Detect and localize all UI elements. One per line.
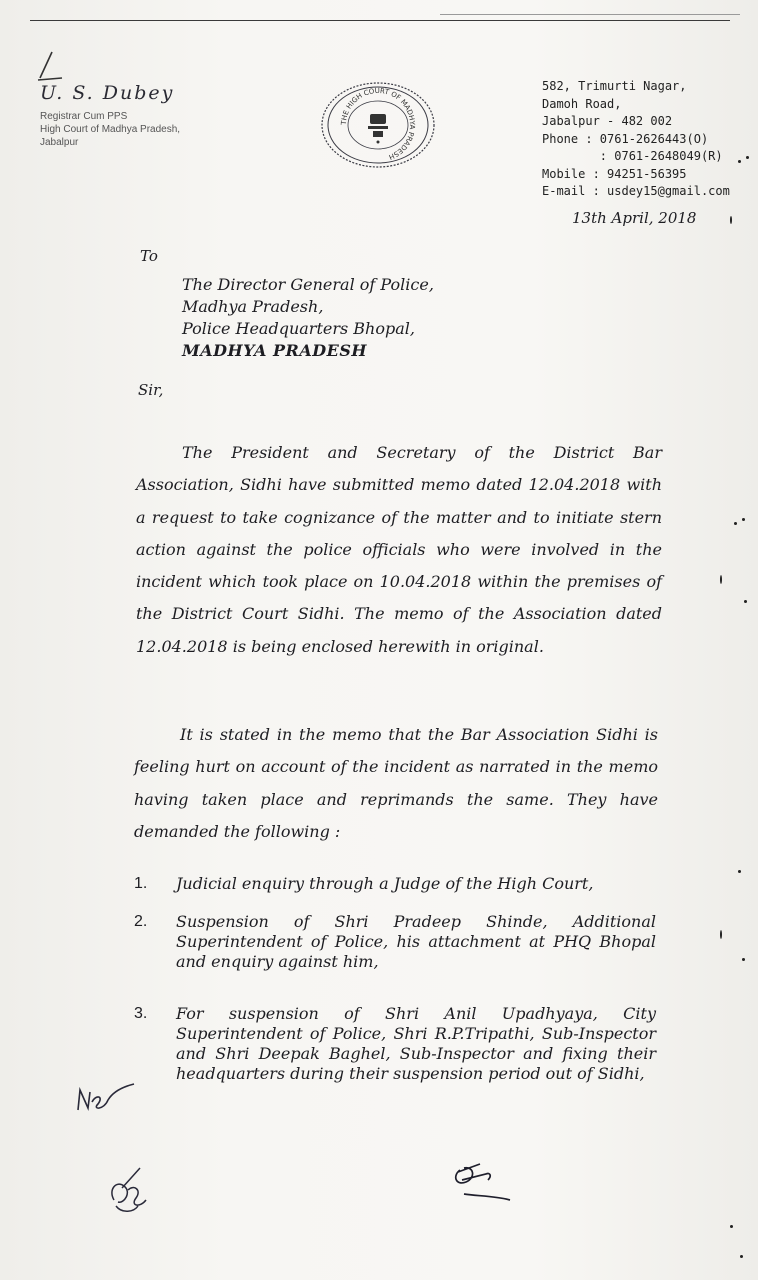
high-court-seal bbox=[318, 80, 438, 170]
scan-speck bbox=[730, 216, 732, 224]
letter-date: 13th April, 2018 bbox=[572, 209, 697, 227]
recipient-line: Madhya Pradesh, bbox=[182, 297, 324, 316]
email-address: E-mail : usdey15@gmail.com bbox=[542, 184, 730, 198]
recipient-line: Police Headquarters Bhopal, bbox=[182, 319, 415, 338]
sender-designation: Registrar Cum PPS bbox=[40, 111, 128, 122]
initials-mark bbox=[32, 48, 72, 84]
phone-residence: : 0761-2648049(R) bbox=[542, 149, 723, 163]
body-paragraph-2: It is stated in the memo that the Bar Association Sidhi is feeling hurt on account of the incident as narrated in the memo having taken place and reprimands the same. They have demanded the following : bbox=[134, 725, 658, 841]
recipient-block bbox=[182, 274, 434, 362]
phone-office: Phone : 0761-2626443(O) bbox=[542, 131, 709, 146]
handwritten-signature bbox=[446, 1150, 516, 1206]
scan-speck bbox=[742, 518, 745, 521]
scan-speck bbox=[742, 958, 745, 961]
scan-speck bbox=[740, 1255, 743, 1258]
recipient-line: The Director General of Police, bbox=[182, 275, 434, 294]
to-label: To bbox=[140, 247, 158, 265]
sender-block bbox=[40, 82, 180, 149]
top-edge-line bbox=[440, 14, 740, 15]
salutation: Sir, bbox=[138, 381, 164, 399]
recipient-state: MADHYA PRADESH bbox=[182, 341, 367, 360]
address-line: 582, Trimurti Nagar, bbox=[542, 79, 687, 93]
scan-speck bbox=[738, 160, 741, 163]
header-rule bbox=[30, 20, 730, 21]
demand-text: Judicial enquiry through a Judge of the High Court, bbox=[176, 874, 594, 893]
sender-address bbox=[542, 78, 730, 201]
address-line: Jabalpur - 482 002 bbox=[542, 114, 673, 128]
scan-speck bbox=[734, 522, 737, 525]
demand-number: 3. bbox=[134, 1005, 148, 1022]
handwritten-initials bbox=[104, 1160, 154, 1220]
address-line: Damoh Road, bbox=[542, 96, 622, 111]
scan-speck bbox=[720, 930, 722, 939]
demand-text: Suspension of Shri Pradeep Shinde, Additional Superintendent of Police, his attachment at PHQ Bhopal and enquiry against him, bbox=[176, 912, 656, 971]
demand-number: 1. bbox=[134, 875, 148, 892]
mobile-number: Mobile : 94251-56395 bbox=[542, 166, 687, 181]
scan-speck bbox=[746, 156, 749, 159]
scan-speck bbox=[738, 870, 741, 873]
handwritten-initials bbox=[74, 1080, 138, 1120]
demand-number: 2. bbox=[134, 913, 148, 930]
scan-speck bbox=[720, 575, 722, 584]
demand-text: For suspension of Shri Anil Upadhyaya, City Superintendent of Police, Shri R.P.Tripathi, Sub-Inspector and Shri Deepak Baghel, Sub-Inspector and fixing their headquarters during their suspension period out of Sidhi, bbox=[176, 1004, 656, 1083]
seal-text: THE HIGH COURT OF MADHYA PRADESH bbox=[339, 86, 417, 161]
sender-name: U. S. Dubey bbox=[40, 82, 175, 104]
sender-city: Jabalpur bbox=[40, 137, 79, 148]
body-paragraph-1: The President and Secretary of the District Bar Association, Sidhi have submitted memo dated 12.04.2018 with a request to take cognizance of the matter and to initiate stern action against the police officials who were involved in the incident which took place on 10.04.2018 within the premises of the District Court Sidhi. The memo of the Association dated 12.04.2018 is being enclosed herewith in original. bbox=[136, 443, 662, 656]
scan-speck bbox=[730, 1225, 733, 1228]
scan-speck bbox=[744, 600, 747, 603]
sender-court: High Court of Madhya Pradesh, bbox=[40, 124, 181, 135]
